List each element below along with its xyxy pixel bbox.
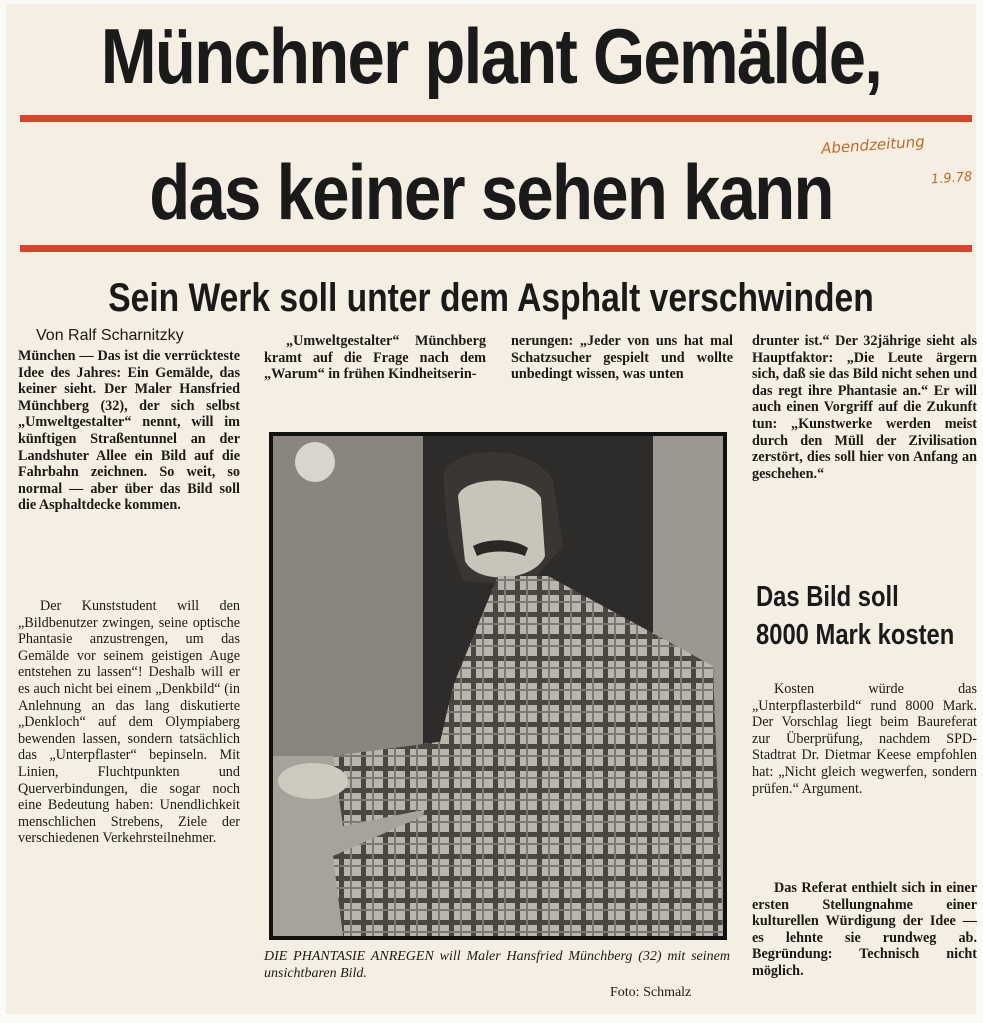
photo-caption: DIE PHANTASIE ANREGEN will Maler Hansfried Münchberg (32) mit seinem unsichtbaren Bild. <box>264 949 730 981</box>
body-text-1: Der Kunststudent will den „Bildbenutzer zwingen, seine optische Phantasie anzustrengen, um das Gemälde vor seinem geistigen Auge entstehen zu lassen“! Deshalb will er es auch nicht bei einem „Denkbild“ (in Anlehnung an das lang diskutierte „Denkloch“ auf dem Olympiaberg bewenden lassen, sondern tatsächlich das „Unterpflaster“ bepinseln. Mit Linien, Fluchtpunkten und Querverbindungen, die sogar noch eine Bedeutung haben: Unendlichkeit menschlichen Strebens, Ziele der verschiedenen Verkehrsteilnehmer. <box>18 598 240 847</box>
body-column-4 <box>752 333 977 482</box>
photo-illustration <box>273 436 723 936</box>
handwritten-date: 1.9.78 <box>930 169 973 188</box>
body-text-4c: Das Referat enthielt sich in einer ersten Stellungnahme einer kulturellen Würdigung der Idee — es lehnte sie rundweg ab. Begründung: Technisch nicht möglich. <box>752 880 977 979</box>
body-column-1 <box>18 598 240 847</box>
byline: Von Ralf Scharnitzky <box>36 327 184 344</box>
section-heading <box>756 578 955 654</box>
red-rule-top <box>20 115 972 122</box>
body-column-2 <box>264 333 486 383</box>
lead-text: München — Das ist die verrückteste Idee des Jahres: Ein Gemälde, das keiner sieht. Der Maler Hansfried Münchberg (32), der sich selbst „Umweltgestalter“ nennt, will im künftigen Straßentunnel an der Landshuter Allee ein Bild auf die Fahrbahn zeichnen. So weit, so normal — aber über das Bild soll die Asphaltdecke kommen. <box>18 348 240 514</box>
photo-credit: Foto: Schmalz <box>610 985 692 1000</box>
subheadline: Sein Werk soll unter dem Asphalt verschwinden <box>108 276 874 320</box>
red-rule-bottom <box>20 245 972 252</box>
newspaper-clipping <box>6 4 976 1014</box>
body-text-3: nerungen: „Jeder von uns hat mal Schatzsucher gespielt und wollte unbedingt wissen, was unten <box>511 333 733 383</box>
body-text-2: „Umweltgestalter“ Münchberg kramt auf die Frage nach dem „Warum“ in frühen Kindheitserin- <box>264 333 486 383</box>
handwritten-source: Abendzeitung <box>820 132 926 158</box>
body-text-4: drunter ist.“ Der 32jährige sieht als Hauptfaktor: „Die Leute ärgern sich, daß sie das Bild nicht sehen und das regt ihre Phantasie an.“ Er will auch einen Vorgriff auf die Zukunft tun: „Kunstwerke werden meist durch den Müll der Zivilisation zerstört, dies soll hier von Anfang an geschehen.“ <box>752 333 977 482</box>
body-column-3 <box>511 333 733 383</box>
lead-paragraph <box>18 348 240 514</box>
body-column-4c <box>752 880 977 980</box>
section-heading-line-1: Das Bild soll <box>756 581 899 613</box>
body-column-4b <box>752 681 977 797</box>
portrait-photo <box>269 432 727 940</box>
headline-line-2: das keiner sehen kann <box>149 148 833 236</box>
section-heading-line-2: 8000 Mark kosten <box>756 619 955 651</box>
body-text-4b: Kosten würde das „Unterpflasterbild“ rund 8000 Mark. Der Vorschlag liegt beim Baureferat zur Überprüfung, nachdem SPD-Stadtrat Dr. Dietmar Keese empfohlen hat: „Nicht gleich wegwerfen, sondern prüfen.“ Argument. <box>752 681 977 797</box>
headline-line-1: Münchner plant Gemälde, <box>100 12 882 100</box>
